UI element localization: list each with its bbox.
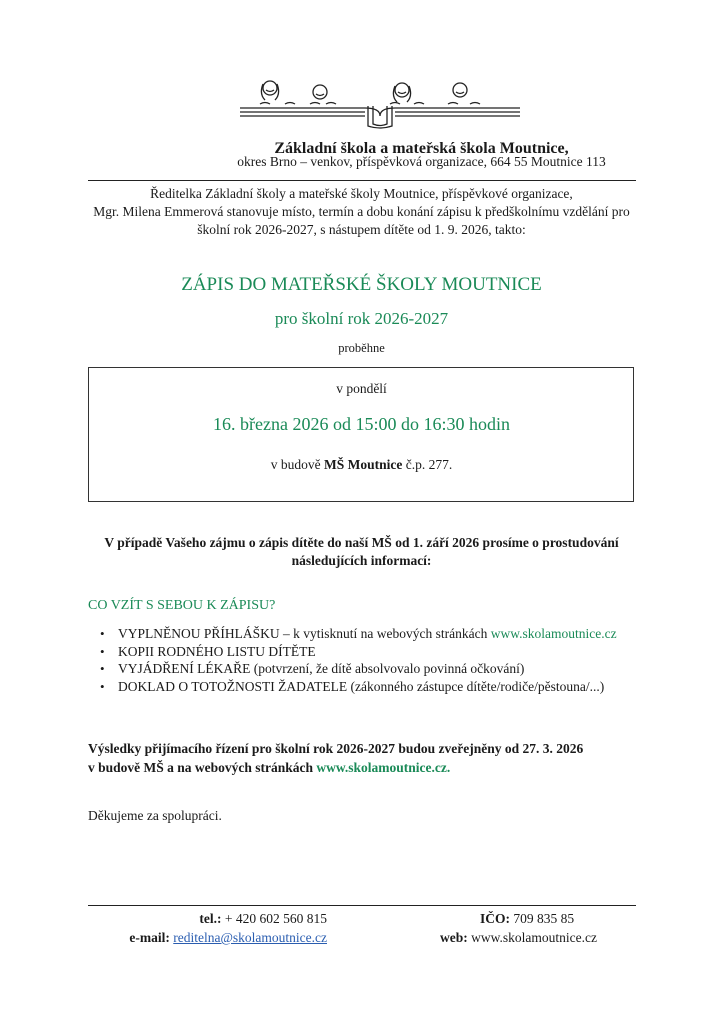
school-logo: [230, 78, 530, 132]
phone-value: + 420 602 560 815: [221, 911, 327, 926]
phone-label: tel.:: [199, 911, 222, 926]
item-main: VYPLNĚNOU PŘÍHLÁŠKU: [118, 626, 280, 641]
email-link[interactable]: reditelna@skolamoutnice.cz: [173, 930, 327, 945]
item-main: KOPII RODNÉHO LISTU DÍTĚTE: [118, 643, 316, 659]
interest-line-1: V případě Vašeho zájmu o zápis dítěte do naší MŠ od 1. září 2026 prosíme o prostudování: [104, 535, 619, 550]
web-label: web:: [440, 930, 468, 945]
school-name: Základní škola a mateřská škola Moutnice,: [274, 140, 569, 157]
item-detail: (potvrzení, že dítě absolvovalo povinná očkování): [250, 661, 525, 676]
intro-line-1: Ředitelka Základní školy a mateřské školy Moutnice, příspěvkové organizace,: [150, 186, 573, 201]
intro-line-3: školní rok 2026-2027, s nástupem dítěte od 1. 9. 2026, takto:: [197, 222, 526, 237]
child-face-2: [313, 85, 327, 99]
date-location: [0, 457, 723, 473]
results-prefix: v budově MŠ a na webových stránkách: [88, 760, 317, 775]
footer-email: [112, 928, 327, 947]
interest-line-2: následujících informací:: [291, 553, 432, 568]
enrollment-will-take-place: proběhne: [338, 341, 385, 355]
item-main: VYJÁDŘENÍ LÉKAŘE: [118, 661, 251, 676]
location-suffix: č.p. 277.: [402, 457, 453, 472]
child-face-4: [453, 83, 467, 97]
location-prefix: v budově: [270, 457, 324, 472]
interest-notice: [0, 534, 723, 570]
enrollment-title: ZÁPIS DO MATEŘSKÉ ŠKOLY MOUTNICE: [181, 274, 542, 295]
ico-value: 709 835 85: [510, 911, 575, 926]
child-face-1: [263, 81, 277, 95]
results-website-link[interactable]: www.skolamoutnice.cz.: [316, 760, 451, 775]
results-notice: [88, 739, 583, 777]
enrollment-year: pro školní rok 2026-2027: [274, 309, 449, 328]
header-divider: [88, 180, 636, 181]
list-item: [100, 678, 617, 696]
thanks-text: Děkujeme za spolupráci.: [88, 808, 222, 823]
bring-heading: CO VZÍT S SEBOU K ZÁPISU?: [88, 598, 276, 613]
email-label: e-mail:: [129, 930, 170, 945]
footer-contacts: [112, 909, 327, 947]
results-line-1: Výsledky přijímacího řízení pro školní rok 2026-2027 budou zveřejněny od 27. 3. 2026: [88, 741, 584, 756]
footer-divider: [88, 905, 636, 906]
item-main: DOKLAD O TOTOŽNOSTI ŽADATELE: [118, 678, 348, 694]
results-line-2: [88, 758, 583, 777]
item-detail: – k vytisknutí na webových stránkách: [279, 626, 491, 641]
footer-identifiers: [440, 909, 640, 947]
list-item: [100, 660, 617, 678]
footer-phone: [112, 909, 327, 928]
footer-web: [440, 928, 640, 947]
web-value[interactable]: www.skolamoutnice.cz: [467, 930, 597, 945]
item-detail: (zákonného zástupce dítěte/rodiče/pěstouna/...): [347, 678, 605, 694]
location-building: MŠ Moutnice: [324, 457, 403, 472]
child-face-3: [395, 83, 409, 97]
school-address: okres Brno – venkov, příspěvková organizace, 664 55 Moutnice 113: [237, 154, 606, 169]
date-day: v pondělí: [336, 381, 387, 396]
footer-ico: [440, 909, 640, 928]
ico-label: IČO:: [480, 911, 510, 926]
list-item: [100, 625, 617, 643]
bring-list: [100, 625, 617, 695]
list-item: [100, 643, 617, 661]
date-time: 16. března 2026 od 15:00 do 16:30 hodin: [213, 414, 510, 434]
website-link[interactable]: www.skolamoutnice.cz: [490, 626, 617, 641]
intro-line-2: Mgr. Milena Emmerová stanovuje místo, termín a dobu konání zápisu k předškolnímu vzdělání pro: [93, 204, 630, 219]
